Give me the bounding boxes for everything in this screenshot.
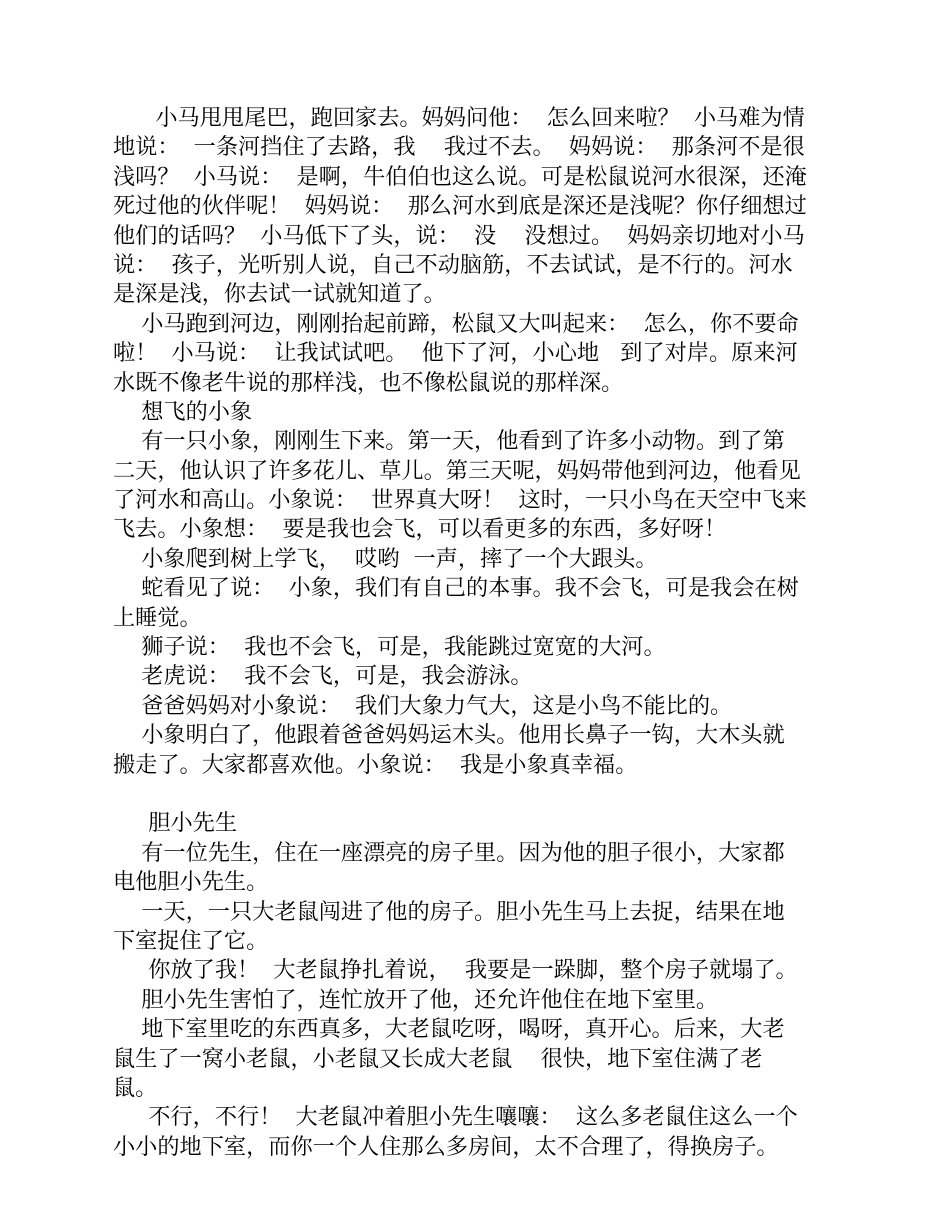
text-line: 飞去。小象想： 要是我也会飞，可以看更多的东西，多好呀！ [113,516,727,543]
text-line: 水既不像老牛说的那样浅，也不像松鼠说的那样深。 [113,369,624,396]
text-line: 上睡觉。 [113,604,202,631]
text-line: 死过他的伙伴呢！ 妈妈说： 那么河水到底是深还是浅呢？你仔细想过 [113,193,807,220]
text-line: 啦！ 小马说： 让我试试吧。 他下了河，小心地 到了对岸。原来河 [113,340,798,367]
text-line: 老虎说： 我不会飞，可是，我会游泳。 [113,663,533,690]
text-line: 小马甩甩尾巴，跑回家去。妈妈问他： 怎么回来啦？ 小马难为情 [113,105,805,131]
text-line: 鼠。 [113,1074,158,1101]
text-line: 胆小先生害怕了，连忙放开了他，还允许他住在地下室里。 [113,986,719,1013]
text-line: 说： 孩子，光听别人说，自己不动脑筋，不去试试，是不行的。河水 [113,251,793,278]
text-line: 小象爬到树上学飞， 哎哟 一声，摔了一个大跟头。 [113,545,658,572]
text-line: 搬走了。大家都喜欢他。小象说： 我是小象真幸福。 [113,751,638,778]
text-line: 是深是浅，你去试一试就知道了。 [113,281,446,308]
text-line: 地下室里吃的东西真多，大老鼠吃呀，喝呀，真开心。后来，大老 [113,1016,785,1043]
section-heading: 想飞的小象 [113,398,253,425]
text-line: 地说： 一条河挡住了去路，我 我过不去。 妈妈说： 那条河不是很 [113,134,805,161]
text-line: 小小的地下室，而你一个人住那么多房间，太不合理了，得换房子。 [113,1133,779,1160]
text-line: 蛇看见了说： 小象，我们有自己的本事。我不会飞，可是我会在树 [113,575,799,602]
text-line: 鼠生了一窝小老鼠，小老鼠又长成大老鼠 很快，地下室住满了老 [113,1045,763,1072]
text-line: 不行，不行！ 大老鼠冲着胆小先生嚷嚷： 这么多老鼠住这么一个 [113,1104,798,1131]
text-line: 有一位先生，住在一座漂亮的房子里。因为他的胆子很小，大家都 [113,839,785,866]
text-line: 一天，一只大老鼠闯进了他的房子。胆小先生马上去捉，结果在地 [113,898,785,925]
text-line: 浅吗？ 小马说： 是啊，牛伯伯也这么说。可是松鼠说河水很深，还淹 [113,163,807,190]
text-line: 了河水和高山。小象说： 世界真大呀！ 这时，一只小鸟在天空中飞来 [113,487,807,514]
document-body [113,104,833,1162]
blank-line [113,780,833,809]
text-line: 他们的话吗？ 小马低下了头，说： 没 没想过。 妈妈亲切地对小马 [113,222,805,249]
text-line: 电他胆小先生。 [113,869,269,896]
text-line: 爸爸妈妈对小象说： 我们大象力气大，这是小鸟不能比的。 [113,692,733,719]
text-line: 小马跑到河边，刚刚抬起前蹄，松鼠又大叫起来： 怎么，你不要命 [113,310,799,337]
section-heading: 胆小先生 [113,810,238,837]
text-line: 狮子说： 我也不会飞，可是，我能跳过宽宽的大河。 [113,634,666,661]
text-line: 二天，他认识了许多花儿、草儿。第三天呢，妈妈带他到河边，他看见 [113,457,801,484]
text-line: 有一只小象，刚刚生下来。第一天，他看到了许多小动物。到了第 [113,428,785,455]
text-line: 下室捉住了它。 [113,927,269,954]
text-line: 你放了我！ 大老鼠挣扎着说， 我要是一跺脚，整个房子就塌了。 [113,957,798,984]
text-line: 小象明白了，他跟着爸爸妈妈运木头。他用长鼻子一钩，大木头就 [113,722,785,749]
